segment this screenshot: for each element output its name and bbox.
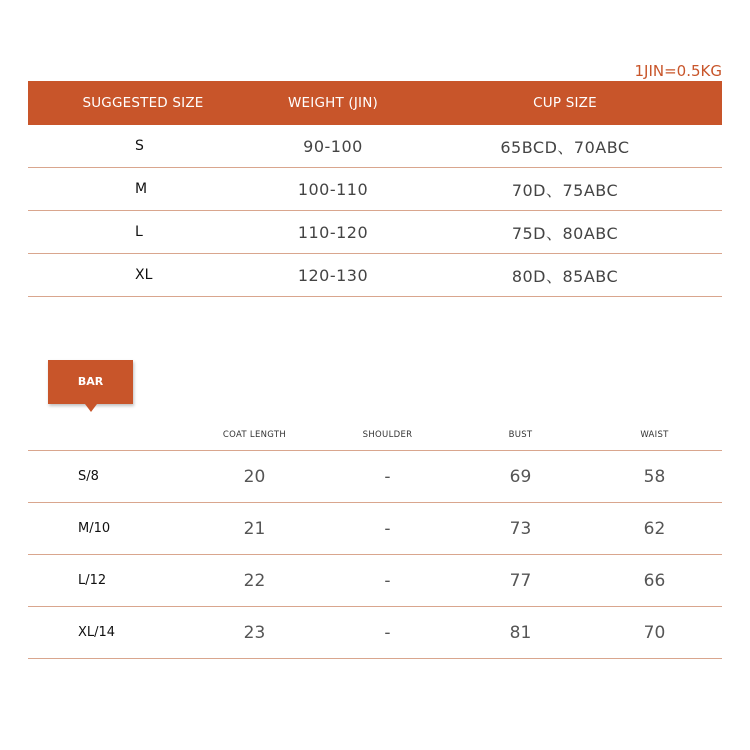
table-row <box>28 254 722 297</box>
header-cup-size: CUP SIZE <box>533 95 597 111</box>
unit-conversion-note: 1JIN=0.5KG <box>634 62 722 80</box>
bar-section-tag: BAR <box>48 360 133 404</box>
bust-cell: 81 <box>509 622 532 643</box>
waist-cell: 58 <box>643 466 666 487</box>
shoulder-cell: - <box>384 622 391 643</box>
cup-cell: 80D、85ABC <box>511 266 619 286</box>
header-weight: WEIGHT (JIN) <box>287 95 378 111</box>
size-cell: S <box>135 138 144 154</box>
table-row <box>28 168 722 211</box>
header-suggested-size: SUGGESTED SIZE <box>82 95 204 111</box>
table-row <box>28 555 722 607</box>
header-coat-length: COAT LENGTH <box>222 430 287 440</box>
weight-cell: 100-110 <box>297 179 369 199</box>
cup-cell: 70D、75ABC <box>511 180 619 200</box>
bust-cell: 69 <box>509 466 532 487</box>
bust-cell: 73 <box>509 518 532 539</box>
coat-length-cell: 22 <box>243 570 266 591</box>
table-row <box>28 503 722 555</box>
table-row <box>28 451 722 503</box>
size-table-header <box>28 81 722 125</box>
size-cell: L <box>135 224 143 240</box>
bust-cell: 77 <box>509 570 532 591</box>
shoulder-cell: - <box>384 518 391 539</box>
shoulder-cell: - <box>384 570 391 591</box>
measurement-table-header <box>28 420 722 451</box>
table-row <box>28 607 722 659</box>
size-cell: M/10 <box>78 521 111 536</box>
header-bust: BUST <box>508 430 533 440</box>
measurement-table <box>28 420 722 659</box>
size-cell: M <box>135 181 148 197</box>
table-row <box>28 125 722 168</box>
tag-pointer-icon <box>85 404 97 412</box>
coat-length-cell: 20 <box>243 466 266 487</box>
size-cell: S/8 <box>78 469 99 484</box>
suggested-size-table <box>28 81 722 297</box>
shoulder-cell: - <box>384 466 391 487</box>
cup-cell: 75D、80ABC <box>511 223 619 243</box>
size-cell: XL/14 <box>78 625 116 640</box>
table-row <box>28 211 722 254</box>
weight-cell: 110-120 <box>297 222 369 242</box>
weight-cell: 120-130 <box>297 265 369 285</box>
coat-length-cell: 21 <box>243 518 266 539</box>
size-cell: XL <box>135 267 153 283</box>
waist-cell: 70 <box>643 622 666 643</box>
weight-cell: 90-100 <box>303 136 363 156</box>
header-waist: WAIST <box>640 430 669 440</box>
waist-cell: 66 <box>643 570 666 591</box>
cup-cell: 65BCD、70ABC <box>500 137 630 157</box>
waist-cell: 62 <box>643 518 666 539</box>
size-cell: L/12 <box>78 573 107 588</box>
coat-length-cell: 23 <box>243 622 266 643</box>
header-shoulder: SHOULDER <box>362 430 413 440</box>
